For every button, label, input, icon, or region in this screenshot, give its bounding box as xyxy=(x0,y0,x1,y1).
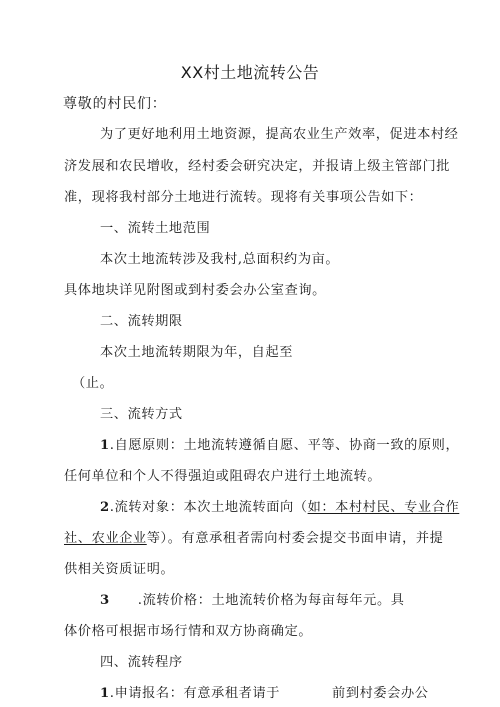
item-number: 2 xyxy=(100,500,110,515)
section-4-item-1-line-1 xyxy=(100,685,429,703)
section-4-heading: 四、流转程序 xyxy=(100,655,183,670)
section-2-line-2: （止。 xyxy=(72,376,114,391)
section-3-item-1-line-2: 任何单位和个人不得强迫或阻碍农户进行土地流转。 xyxy=(64,469,382,484)
section-3-item-2-line-3: 供相关资质证明。 xyxy=(64,562,175,577)
item-number: 1 xyxy=(100,438,110,453)
intro-line-3: 准，现将我村部分土地进行流转。现将有关事项公告如下： xyxy=(64,190,423,205)
item-number: 3 xyxy=(100,593,110,608)
section-3-item-3-line-1 xyxy=(100,592,405,610)
item-text: .自愿原则：土地流转遵循自愿、平等、协商一致的原则， xyxy=(109,438,460,453)
item-text: 前到村委会办公 xyxy=(332,686,429,701)
section-1-heading: 一、流转土地范围 xyxy=(100,221,211,236)
item-example-text: 社、农业企业 xyxy=(64,531,147,546)
greeting: 尊敬的村民们： xyxy=(63,96,167,112)
document-title: XX村土地流转公告 xyxy=(180,63,320,82)
item-example-text: 如：本村村民、专业合作 xyxy=(307,500,460,515)
item-text: .流转对象：本次土地流转面向（ xyxy=(109,500,308,515)
section-3-item-3-line-2: 体价格可根据市场行情和双方协商确定。 xyxy=(64,624,313,639)
section-2-heading: 二、流转期限 xyxy=(100,314,183,329)
section-1-line-1: 本次土地流转涉及我村,总面积约为亩。 xyxy=(100,252,340,267)
intro-line-1: 为了更好地利用土地资源，提高农业生产效率，促进本村经 xyxy=(100,127,459,142)
item-text: 等）。有意承租者需向村委会提交书面申请，并提 xyxy=(146,531,444,546)
section-2-line-1: 本次土地流转期限为年，自起至 xyxy=(100,345,294,360)
section-3-item-2-line-1 xyxy=(100,499,459,517)
intro-line-2: 济发展和农民增收，经村委会研究决定，并报请上级主管部门批 xyxy=(64,159,451,174)
item-number: 1 xyxy=(100,686,110,701)
item-text: .申请报名：有意承租者请于 xyxy=(109,686,281,701)
section-3-item-1-line-1 xyxy=(100,437,459,455)
section-3-heading: 三、流转方式 xyxy=(100,407,183,422)
section-1-line-2: 具体地块详见附图或到村委会办公室查询。 xyxy=(64,283,326,298)
section-3-item-2-line-2 xyxy=(64,530,443,548)
item-text: .流转价格：土地流转价格为每亩每年元。具 xyxy=(137,593,405,608)
